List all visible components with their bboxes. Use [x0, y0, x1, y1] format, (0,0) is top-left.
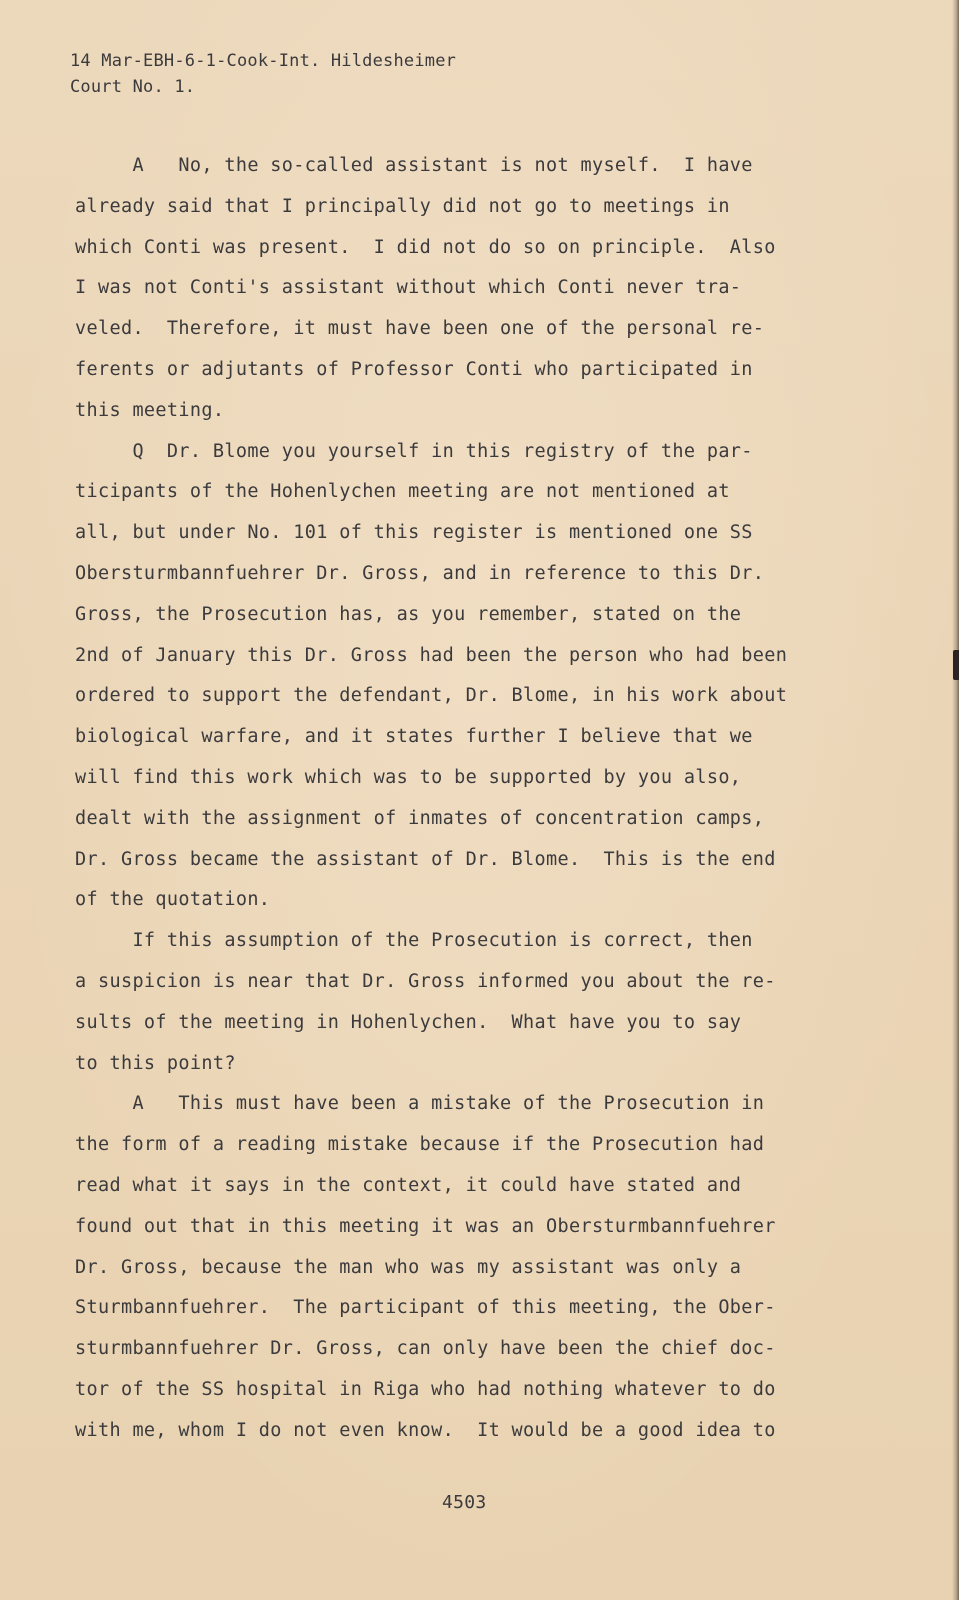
header-line-2: Court No. 1. [70, 77, 196, 97]
transcript-body [75, 146, 835, 1452]
page-edge-shadow [952, 0, 959, 1600]
text-line: A No, the so-called assistant is not myself. I have [75, 155, 753, 176]
page-number: 4503 [442, 1492, 487, 1513]
text-line: read what it says in the context, it could have stated and [75, 1174, 742, 1196]
text-line: ordered to support the defendant, Dr. Blome, in his work about [75, 685, 788, 707]
text-line: Gross, the Prosecution has, as you remember, stated on the [75, 603, 742, 625]
text-line: already said that I principally did not go to meetings in [75, 195, 730, 217]
text-line: tor of the SS hospital in Riga who had nothing whatever to do [75, 1378, 776, 1400]
text-line: I was not Conti's assistant without which Conti never tra- [75, 277, 742, 299]
text-line: a suspicion is near that Dr. Gross informed you about the re- [75, 970, 776, 992]
text-line: with me, whom I do not even know. It would be a good idea to [75, 1419, 776, 1441]
text-line: 2nd of January this Dr. Gross had been the person who had been [75, 644, 788, 666]
text-line: Q Dr. Blome you yourself in this registry of the par- [75, 440, 753, 462]
text-line: this meeting. [75, 399, 225, 421]
text-line: Obersturmbannfuehrer Dr. Gross, and in reference to this Dr. [75, 562, 765, 584]
text-line: ferents or adjutants of Professor Conti who participated in [75, 358, 753, 380]
text-line: A This must have been a mistake of the Prosecution in [75, 1093, 765, 1115]
text-line: Sturmbannfuehrer. The participant of this meeting, the Ober- [75, 1297, 776, 1319]
text-line: Dr. Gross became the assistant of Dr. Blome. This is the end [75, 848, 776, 870]
text-line: ticipants of the Hohenlychen meeting are not mentioned at [75, 481, 730, 503]
document-header [70, 48, 456, 100]
text-line: found out that in this meeting it was an Obersturmbannfuehrer [75, 1215, 776, 1237]
binding-mark [953, 650, 959, 680]
text-line: veled. Therefore, it must have been one of the personal re- [75, 318, 765, 340]
text-line: the form of a reading mistake because if the Prosecution had [75, 1134, 765, 1156]
text-line: all, but under No. 101 of this register is mentioned one SS [75, 522, 753, 544]
text-line: will find this work which was to be supported by you also, [75, 766, 742, 788]
text-line: If this assumption of the Prosecution is correct, then [75, 930, 753, 952]
text-line: Dr. Gross, because the man who was my assistant was only a [75, 1256, 742, 1278]
text-line: biological warfare, and it states further I believe that we [75, 726, 753, 748]
text-line: which Conti was present. I did not do so on principle. Also [75, 236, 776, 258]
text-line: sturmbannfuehrer Dr. Gross, can only have been the chief doc- [75, 1338, 776, 1360]
text-line: of the quotation. [75, 889, 271, 911]
header-line-1: 14 Mar-EBH-6-1-Cook-Int. Hildesheimer [70, 51, 457, 71]
text-line: sults of the meeting in Hohenlychen. What have you to say [75, 1011, 742, 1033]
text-line: to this point? [75, 1052, 236, 1074]
text-line: dealt with the assignment of inmates of concentration camps, [75, 807, 765, 829]
